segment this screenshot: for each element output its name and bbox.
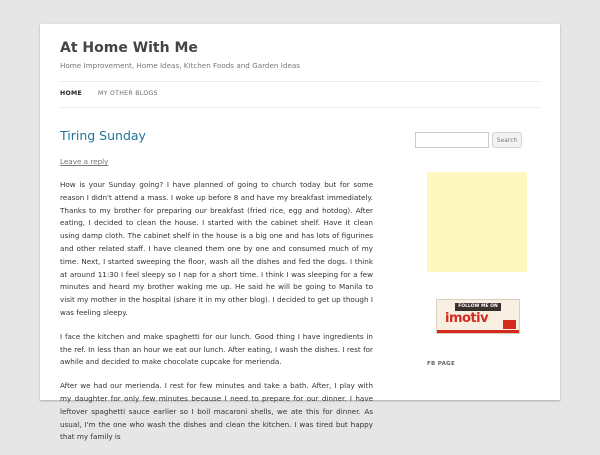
post-paragraph: After we had our merienda. I rest for few minutes and take a bath. After, I play with my daughter for only few minutes because I need to prepare for our dinner. I have leftover spaghetti sauce earlier so I boil macaroni shells, we ate this for dinner. As usual, I'm the one who wash the dishes and clean the kitchen. I was tired but happy that my family is <box>60 381 373 442</box>
imotiv-badge-caption: FOLLOW ME ON <box>455 303 501 311</box>
site-description: Home Improvement, Home Ideas, Kitchen Foods and Garden Ideas <box>60 61 301 70</box>
post-title[interactable]: Tiring Sunday <box>60 128 146 143</box>
imotiv-tag-icon <box>503 320 516 329</box>
fb-page-heading: FB PAGE <box>427 361 456 367</box>
advertisement-box[interactable] <box>427 172 527 272</box>
nav-item-my-other-blogs[interactable]: MY OTHER BLOGS <box>98 90 158 97</box>
imotiv-logo: imotiv <box>445 311 489 326</box>
post-paragraph: How is your Sunday going? I have planned of going to church today but for some reason I didn't attend a mass. I woke up before 8 and have my breakfast immediately. Thanks to my brother for preparing our breakfast (fried rice, egg and hotdog). After eating, I decided to clean the house. I started with the cabinet shelf. Have it clean using damp cloth. The cabinet shelf in the house is a big one and has lots of figurines and other related staff. I have cleaned them one by one and consumed much of my time. Next, I started sweeping the floor, wash all the dishes and fed the dogs. I think at around 11:30 I feel sleepy so I nap for a short time. I think I was sleeping for a few minutes and heard my brother waking me up. He said he will be going to Manila to visit my mother in the hospital (share it in my other blog). I decided to get up though I was feeling sleepy. <box>60 180 373 317</box>
page-container <box>40 24 560 442</box>
imotiv-follow-badge[interactable] <box>436 299 520 334</box>
post-content <box>60 179 373 455</box>
main-navigation <box>60 81 540 108</box>
leave-reply-link[interactable]: Leave a reply <box>60 157 109 166</box>
imotiv-stripe <box>437 330 519 333</box>
nav-item-home[interactable]: HOME <box>60 90 83 97</box>
search-input[interactable] <box>415 132 489 148</box>
search-button[interactable]: Search <box>492 132 522 148</box>
site-title[interactable]: At Home With Me <box>60 40 198 56</box>
post-paragraph: I face the kitchen and make spaghetti for our lunch. Good thing I have ingredients in the ref. In less than an hour we eat our lunch. After eating, I wash the dishes. I rest for awhile and decided to make chocolate cupcake for merienda. <box>60 331 373 367</box>
